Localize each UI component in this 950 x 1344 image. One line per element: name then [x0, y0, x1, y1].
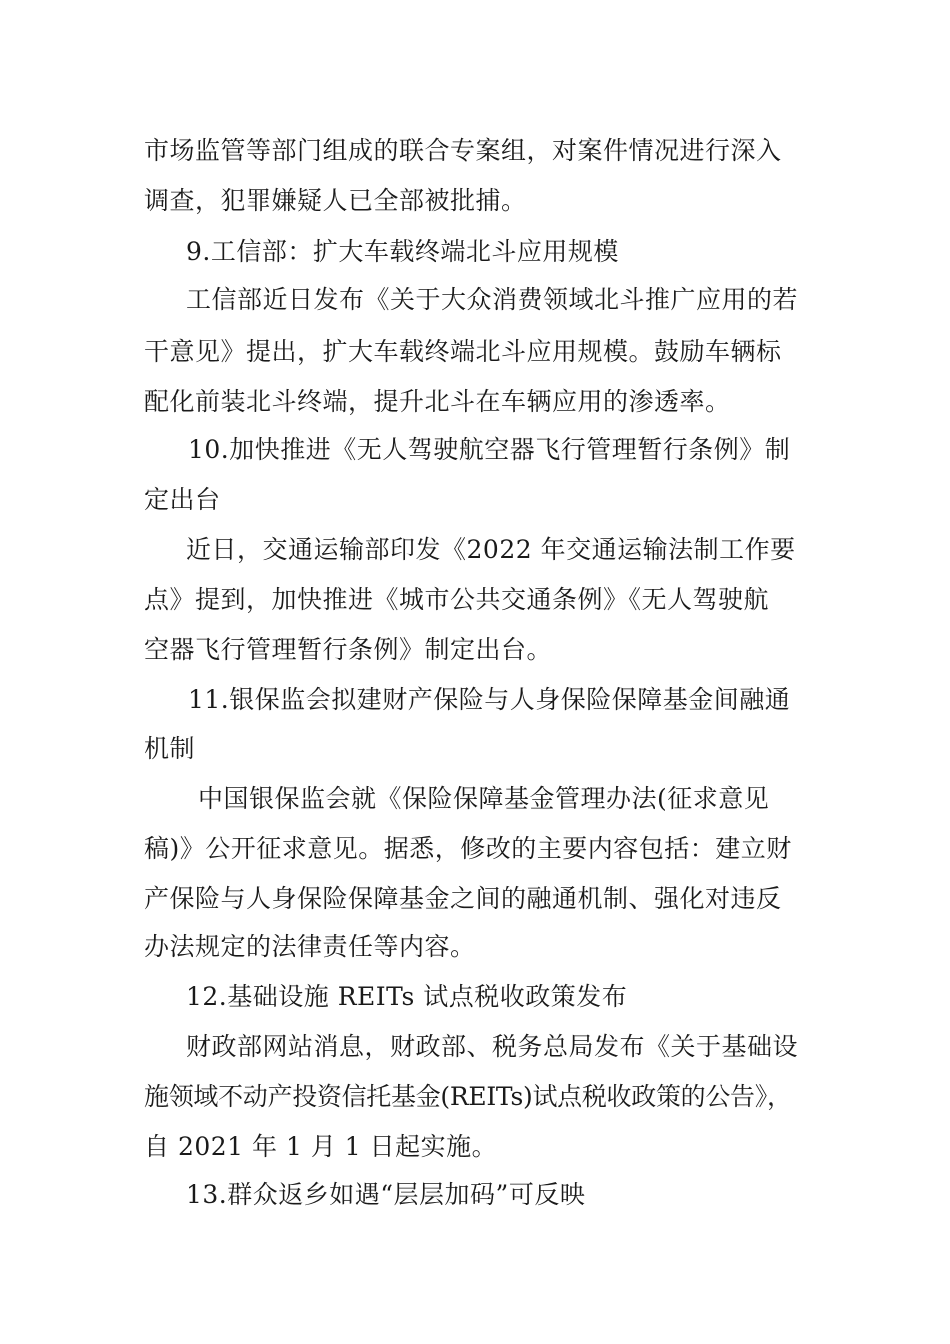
body-text-line: 中国银保监会就《保险保障基金管理办法(征求意见	[198, 784, 770, 813]
section-heading: 11.银保监会拟建财产保险与人身保险保障基金间融通	[188, 685, 791, 714]
body-text-line: 稿)》公开征求意见。据悉，修改的主要内容包括：建立财	[144, 834, 792, 863]
section-heading: 12.基础设施 REITs 试点税收政策发布	[186, 982, 628, 1011]
body-text-line: 点》提到，加快推进《城市公共交通条例》《无人驾驶航	[144, 585, 770, 614]
body-text-line: 配化前装北斗终端，提升北斗在车辆应用的渗透率。	[144, 387, 731, 416]
body-text-line: 产保险与人身保险保障基金之间的融通机制、强化对违反	[144, 884, 782, 913]
section-heading: 定出台	[144, 485, 221, 514]
section-heading: 9.工信部：扩大车载终端北斗应用规模	[186, 237, 619, 266]
section-heading: 13.群众返乡如遇“层层加码”可反映	[186, 1180, 586, 1209]
body-text-line: 干意见》提出，扩大车载终端北斗应用规模。鼓励车辆标	[144, 337, 782, 366]
body-text-line: 调查，犯罪嫌疑人已全部被批捕。	[144, 186, 527, 215]
body-text-line: 办法规定的法律责任等内容。	[144, 932, 476, 961]
body-text-line: 近日，交通运输部印发《2022 年交通运输法制工作要	[186, 535, 796, 564]
body-text-line: 市场监管等部门组成的联合专案组，对案件情况进行深入	[144, 136, 782, 165]
body-text-line: 空器飞行管理暂行条例》制定出台。	[144, 635, 553, 664]
section-heading: 机制	[144, 734, 196, 763]
section-heading: 10.加快推进《无人驾驶航空器飞行管理暂行条例》制	[188, 435, 791, 464]
body-text-line: 财政部网站消息，财政部、税务总局发布《关于基础设	[186, 1032, 799, 1061]
body-text-line: 自 2021 年 1 月 1 日起实施。	[144, 1132, 498, 1161]
body-text-line: 工信部近日发布《关于大众消费领域北斗推广应用的若	[186, 285, 799, 314]
body-text-line: 施领域不动产投资信托基金(REITs)试点税收政策的公告》，	[144, 1082, 792, 1111]
